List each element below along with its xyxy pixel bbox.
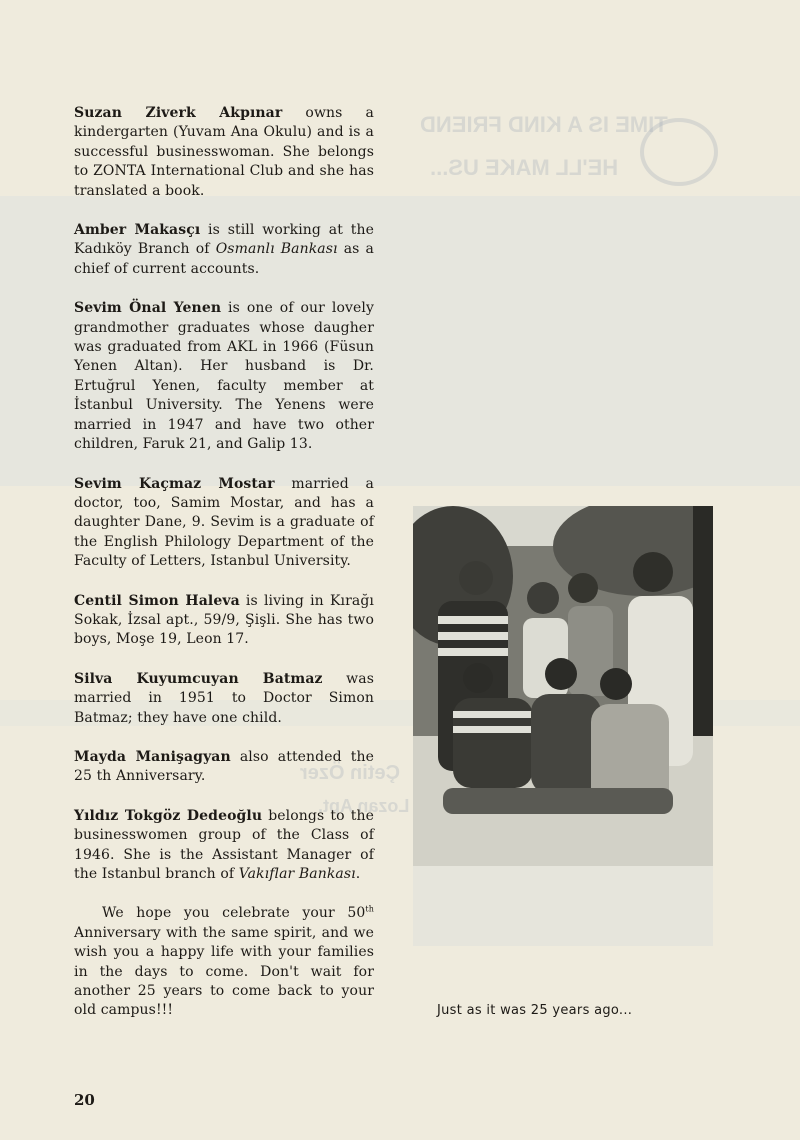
photo-illustration [413, 506, 713, 946]
closing-paragraph: We hope you celebrate your 50th Anniversary with the same spirit, and we wish you a happy life with your families in the days to come. Don't wait for another 25 years to come back to your old campus!!! [74, 904, 374, 1019]
alumna-paragraph: Sevim Kaçmaz Mostar married a doctor, too, Samim Mostar, and has a daughter Dane, 9. Sevim is a graduate of the English Philology Department of the Faculty of Letters, Istanbul University. [74, 475, 374, 570]
show-through-text: TIME IS A KIND FRIEND [420, 112, 668, 137]
class-reunion-photo [413, 506, 713, 946]
page-number: 20 [74, 1091, 95, 1109]
alumna-name: Mayda Manişagyan [74, 748, 231, 765]
alumna-name: Amber Makasçı [74, 222, 201, 239]
alumna-name: Suzan Ziverk Akpınar [74, 105, 283, 121]
photo-caption: Just as it was 25 years ago... [437, 1003, 633, 1018]
alumna-paragraph: Silva Kuyumcuyan Batmaz was married in 1951 to Doctor Simon Batmaz; they have one child. [74, 670, 374, 726]
show-through-text: Lozan Apt. [318, 796, 410, 816]
alumna-name: Sevim Önal Yenen [74, 300, 222, 317]
alumna-paragraph: Centil Simon Haleva is living in Kırağı Sokak, İzsal apt., 59/9, Şişli. She has two boys, Moşe 19, Leon 17. [74, 592, 374, 648]
alumna-name: Silva Kuyumcuyan Batmaz [74, 670, 323, 687]
alumna-name: Yıldız Tokgöz Dedeoğlu [74, 807, 263, 824]
alumna-paragraph: Mayda Manişagyan also attended the 25 th Anniversary. [74, 748, 374, 785]
article-column [74, 104, 374, 1041]
show-through-text: HE'LL MAKE US... [430, 155, 619, 180]
show-through-logo [640, 118, 718, 186]
alumna-paragraph: Amber Makasçı is still working at the Kadıköy Branch of Osmanlı Bankası as a chief of current accounts. [74, 222, 374, 277]
alumna-paragraph: Yıldız Tokgöz Dedeoğlu belongs to the businesswomen group of the Class of 1946. She is the Assistant Manager of the Istanbul branch of Vakıflar Bankası. [74, 807, 374, 882]
alumna-paragraph: Sevim Önal Yenen is one of our lovely grandmother graduates whose daugher was graduated from AKL in 1966 (Füsun Yenen Altan). Her husband is Dr. Ertuğrul Yenen, faculty member at İstanbul University. The Yenens were married in 1947 and have two other children, Faruk 21, and Galip 13. [74, 300, 374, 453]
alumna-name: Centil Simon Haleva [74, 592, 240, 609]
show-through-text: Çetin Özer [300, 762, 401, 784]
alumna-name: Sevim Kaçmaz Mostar [74, 475, 275, 492]
alumna-paragraph: Suzan Ziverk Akpınar owns a kindergarten (Yuvam Ana Okulu) and is a successful businesswoman. She belongs to ZONTA International Club and she has translated a book. [74, 105, 374, 199]
